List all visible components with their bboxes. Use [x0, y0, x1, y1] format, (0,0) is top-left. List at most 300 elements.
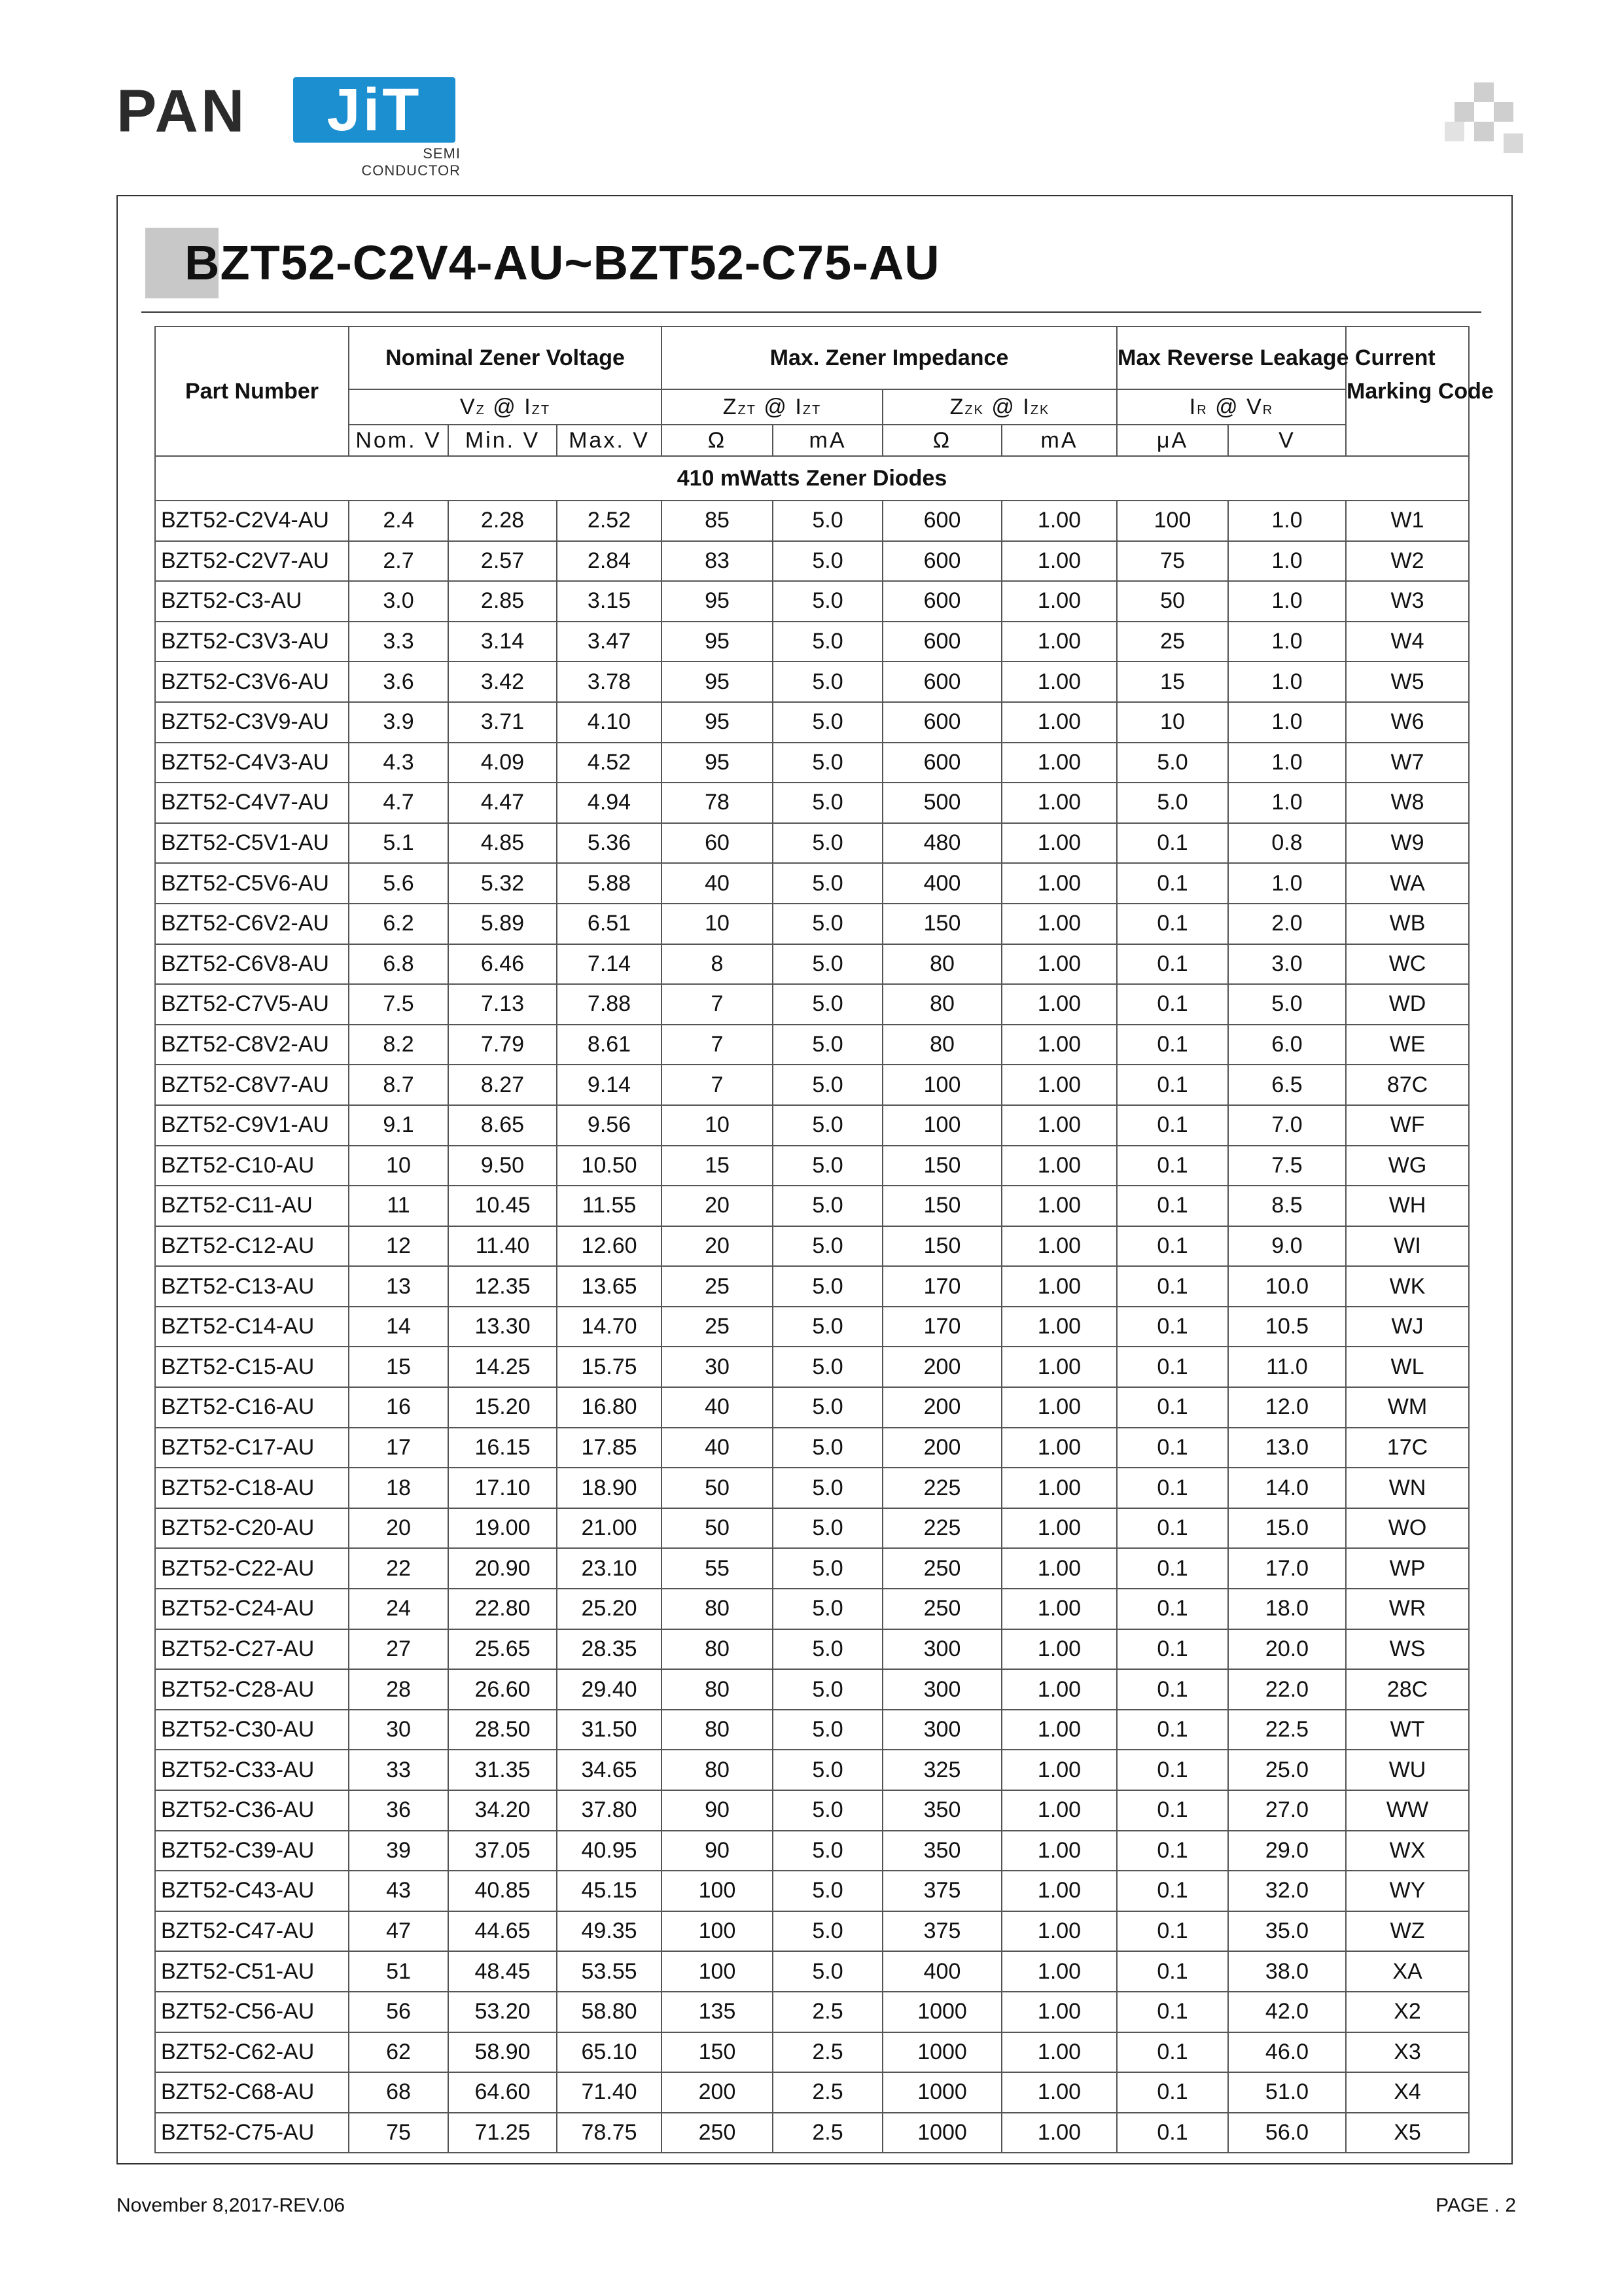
table-cell: 34.65 — [557, 1750, 661, 1790]
table-cell: 3.15 — [557, 581, 661, 622]
part-number-cell: BZT52-C30-AU — [155, 1710, 349, 1750]
table-row — [155, 1992, 1469, 2032]
table-cell: 5.0 — [773, 541, 883, 582]
table-cell: 0.1 — [1117, 1750, 1228, 1790]
table-row — [155, 581, 1469, 622]
table-cell: 200 — [883, 1347, 1002, 1387]
table-cell: 32.0 — [1228, 1871, 1346, 1911]
table-cell: 600 — [883, 622, 1002, 662]
table-cell: 8.7 — [349, 1065, 448, 1105]
table-cell: 0.1 — [1117, 1710, 1228, 1750]
table-cell: 3.3 — [349, 622, 448, 662]
table-cell: 1.0 — [1228, 581, 1346, 622]
table-cell: 1.00 — [1002, 2032, 1117, 2073]
table-cell: 5.0 — [773, 1266, 883, 1307]
table-cell: 7.0 — [1228, 1105, 1346, 1146]
table-row — [155, 1146, 1469, 1186]
part-number-cell: BZT52-C18-AU — [155, 1468, 349, 1508]
table-cell: 0.1 — [1117, 2113, 1228, 2153]
table-cell: 2.85 — [448, 581, 557, 622]
table-cell: 0.1 — [1117, 1831, 1228, 1871]
table-cell: 9.14 — [557, 1065, 661, 1105]
table-cell: 3.42 — [448, 662, 557, 702]
table-cell: 95 — [661, 662, 773, 702]
table-cell: 14.25 — [448, 1347, 557, 1387]
table-cell: 22.80 — [448, 1589, 557, 1629]
table-cell: 4.47 — [448, 783, 557, 823]
table-cell: 225 — [883, 1508, 1002, 1549]
table-cell: WU — [1346, 1750, 1469, 1790]
table-row — [155, 944, 1469, 985]
table-cell: 5.36 — [557, 823, 661, 864]
nominal-voltage-header: Nominal Zener Voltage — [349, 327, 661, 389]
table-row — [155, 1669, 1469, 1710]
table-cell: 40.85 — [448, 1871, 557, 1911]
table-cell: 250 — [883, 1589, 1002, 1629]
table-cell: WN — [1346, 1468, 1469, 1508]
table-cell: 95 — [661, 702, 773, 743]
table-row — [155, 863, 1469, 904]
table-cell: 300 — [883, 1629, 1002, 1670]
table-cell: 12.0 — [1228, 1387, 1346, 1428]
table-cell: 600 — [883, 702, 1002, 743]
unit-min-v: Min. V — [448, 425, 557, 456]
table-cell: 1.00 — [1002, 1105, 1117, 1146]
table-row — [155, 743, 1469, 783]
table-cell: 1.0 — [1228, 662, 1346, 702]
table-cell: 15.75 — [557, 1347, 661, 1387]
table-cell: 12.60 — [557, 1226, 661, 1267]
table-cell: 325 — [883, 1750, 1002, 1790]
table-cell: 600 — [883, 662, 1002, 702]
table-cell: 13 — [349, 1266, 448, 1307]
table-cell: 1.00 — [1002, 823, 1117, 864]
table-cell: 15.20 — [448, 1387, 557, 1428]
part-number-cell: BZT52-C3V9-AU — [155, 702, 349, 743]
table-cell: 150 — [883, 1146, 1002, 1186]
table-cell: 5.89 — [448, 904, 557, 944]
table-cell: 13.0 — [1228, 1428, 1346, 1468]
table-cell: 5.88 — [557, 863, 661, 904]
table-cell: 2.57 — [448, 541, 557, 582]
logo-pan-text: PAN — [116, 78, 247, 145]
table-cell: W3 — [1346, 581, 1469, 622]
table-cell: 5.0 — [773, 1951, 883, 1992]
table-cell: 5.0 — [773, 1428, 883, 1468]
table-cell: 44.65 — [448, 1911, 557, 1952]
table-cell: 4.85 — [448, 823, 557, 864]
table-cell: 5.32 — [448, 863, 557, 904]
table-cell: 5.0 — [773, 1387, 883, 1428]
table-cell: WE — [1346, 1025, 1469, 1065]
part-number-cell: BZT52-C36-AU — [155, 1790, 349, 1831]
logo-conductor: CONDUCTOR — [361, 162, 461, 179]
table-cell: 0.1 — [1117, 1508, 1228, 1549]
table-cell: 1.00 — [1002, 984, 1117, 1025]
table-cell: 2.52 — [557, 501, 661, 541]
table-cell: 90 — [661, 1831, 773, 1871]
table-cell: 37.80 — [557, 1790, 661, 1831]
table-cell: 15 — [661, 1146, 773, 1186]
table-cell: 15.0 — [1228, 1508, 1346, 1549]
table-cell: 7.14 — [557, 944, 661, 985]
table-cell: 5.0 — [773, 662, 883, 702]
table-cell: 1.00 — [1002, 541, 1117, 582]
table-cell: WZ — [1346, 1911, 1469, 1952]
table-cell: 0.1 — [1117, 2072, 1228, 2113]
table-cell: 14.0 — [1228, 1468, 1346, 1508]
table-cell: 1000 — [883, 2072, 1002, 2113]
table-cell: 0.1 — [1117, 1347, 1228, 1387]
table-cell: 19.00 — [448, 1508, 557, 1549]
table-cell: 16 — [349, 1387, 448, 1428]
table-row — [155, 622, 1469, 662]
part-number-cell: BZT52-C5V6-AU — [155, 863, 349, 904]
table-cell: 37.05 — [448, 1831, 557, 1871]
unit-nom-v: Nom. V — [349, 425, 448, 456]
table-cell: 1.00 — [1002, 1911, 1117, 1952]
table-cell: 1.00 — [1002, 1307, 1117, 1347]
table-cell: 250 — [661, 2113, 773, 2153]
part-number-cell: BZT52-C5V1-AU — [155, 823, 349, 864]
table-cell: W9 — [1346, 823, 1469, 864]
part-number-cell: BZT52-C6V2-AU — [155, 904, 349, 944]
table-cell: 17.10 — [448, 1468, 557, 1508]
table-cell: 0.1 — [1117, 1871, 1228, 1911]
table-cell: 5.0 — [773, 1629, 883, 1670]
table-cell: 10 — [1117, 702, 1228, 743]
table-row — [155, 1911, 1469, 1952]
table-cell: 85 — [661, 501, 773, 541]
part-number-cell: BZT52-C11-AU — [155, 1186, 349, 1226]
table-cell: 75 — [1117, 541, 1228, 582]
table-cell: WY — [1346, 1871, 1469, 1911]
table-cell: 1.00 — [1002, 1951, 1117, 1992]
table-cell: 28C — [1346, 1669, 1469, 1710]
table-cell: 95 — [661, 622, 773, 662]
table-cell: 15 — [1117, 662, 1228, 702]
table-cell: 0.1 — [1117, 1307, 1228, 1347]
table-cell: 375 — [883, 1911, 1002, 1952]
table-cell: 7 — [661, 1065, 773, 1105]
table-cell: 5.0 — [773, 1226, 883, 1267]
table-cell: 0.1 — [1117, 1105, 1228, 1146]
part-number-cell: BZT52-C68-AU — [155, 2072, 349, 2113]
table-cell: 87C — [1346, 1065, 1469, 1105]
table-cell: 2.84 — [557, 541, 661, 582]
part-number-cell: BZT52-C8V7-AU — [155, 1065, 349, 1105]
table-cell: 2.4 — [349, 501, 448, 541]
table-cell: 100 — [883, 1105, 1002, 1146]
table-cell: 5.0 — [773, 501, 883, 541]
table-cell: 83 — [661, 541, 773, 582]
table-cell: 6.51 — [557, 904, 661, 944]
table-cell: 3.78 — [557, 662, 661, 702]
logo-jit-box — [293, 77, 455, 143]
table-cell: 8.27 — [448, 1065, 557, 1105]
table-row — [155, 1186, 1469, 1226]
table-cell: 0.1 — [1117, 1025, 1228, 1065]
unit-izt-ma: mA — [773, 425, 883, 456]
symbol-zzk-izk: ZZK @ IZK — [883, 389, 1117, 425]
footer-date-revision: November 8,2017-REV.06 — [116, 2195, 345, 2216]
table-row — [155, 1428, 1469, 1468]
table-cell: 8.2 — [349, 1025, 448, 1065]
table-cell: 25 — [661, 1266, 773, 1307]
table-cell: 7.5 — [1228, 1146, 1346, 1186]
part-number-cell: BZT52-C15-AU — [155, 1347, 349, 1387]
table-cell: 0.1 — [1117, 1266, 1228, 1307]
table-row — [155, 1508, 1469, 1549]
table-cell: 150 — [883, 1226, 1002, 1267]
table-cell: WL — [1346, 1347, 1469, 1387]
part-number-cell: BZT52-C8V2-AU — [155, 1025, 349, 1065]
table-cell: 1.0 — [1228, 863, 1346, 904]
table-cell: 4.94 — [557, 783, 661, 823]
table-row — [155, 904, 1469, 944]
table-cell: 5.0 — [773, 1710, 883, 1750]
table-row — [155, 1790, 1469, 1831]
table-row — [155, 1468, 1469, 1508]
part-number-cell: BZT52-C9V1-AU — [155, 1105, 349, 1146]
part-number-cell: BZT52-C13-AU — [155, 1266, 349, 1307]
table-cell: 21.00 — [557, 1508, 661, 1549]
table-cell: 5.0 — [1117, 783, 1228, 823]
table-cell: 13.65 — [557, 1266, 661, 1307]
table-cell: 5.0 — [773, 1669, 883, 1710]
table-row — [155, 1105, 1469, 1146]
part-number-cell: BZT52-C3V3-AU — [155, 622, 349, 662]
table-cell: WC — [1346, 944, 1469, 985]
table-cell: 13.30 — [448, 1307, 557, 1347]
table-cell: 5.1 — [349, 823, 448, 864]
table-row — [155, 783, 1469, 823]
table-cell: 1.00 — [1002, 1065, 1117, 1105]
table-cell: 78 — [661, 783, 773, 823]
table-cell: 25.20 — [557, 1589, 661, 1629]
table-cell: 2.5 — [773, 2113, 883, 2153]
table-cell: WW — [1346, 1790, 1469, 1831]
part-number-cell: BZT52-C33-AU — [155, 1750, 349, 1790]
table-row — [155, 1871, 1469, 1911]
table-cell: 6.5 — [1228, 1065, 1346, 1105]
table-cell: 1.00 — [1002, 1146, 1117, 1186]
table-cell: 1.00 — [1002, 1589, 1117, 1629]
part-number-cell: BZT52-C47-AU — [155, 1911, 349, 1952]
table-cell: 1.0 — [1228, 622, 1346, 662]
table-cell: 100 — [661, 1911, 773, 1952]
table-cell: 0.1 — [1117, 1468, 1228, 1508]
table-row — [155, 1226, 1469, 1267]
footer-page-number: PAGE . 2 — [1436, 2195, 1516, 2216]
table-cell: 1.00 — [1002, 1428, 1117, 1468]
table-cell: 0.1 — [1117, 1226, 1228, 1267]
table-cell: 5.0 — [773, 944, 883, 985]
table-cell: 50 — [661, 1508, 773, 1549]
table-cell: 1.00 — [1002, 581, 1117, 622]
table-cell: WK — [1346, 1266, 1469, 1307]
table-cell: 1000 — [883, 2113, 1002, 2153]
leakage-header: Max Reverse Leakage Current — [1117, 327, 1346, 389]
table-cell: 5.0 — [773, 1307, 883, 1347]
unit-zzt-ohm: Ω — [661, 425, 773, 456]
table-cell: 50 — [1117, 581, 1228, 622]
part-number-cell: BZT52-C24-AU — [155, 1589, 349, 1629]
table-cell: 2.28 — [448, 501, 557, 541]
table-cell: 1.00 — [1002, 1871, 1117, 1911]
part-number-cell: BZT52-C2V7-AU — [155, 541, 349, 582]
table-cell: 10 — [661, 904, 773, 944]
table-cell: 2.0 — [1228, 904, 1346, 944]
table-cell: 25 — [1117, 622, 1228, 662]
table-cell: 65.10 — [557, 2032, 661, 2073]
table-cell: 100 — [883, 1065, 1002, 1105]
table-cell: W2 — [1346, 541, 1469, 582]
table-row — [155, 662, 1469, 702]
table-cell: 600 — [883, 743, 1002, 783]
table-cell: 14.70 — [557, 1307, 661, 1347]
table-cell: 31.35 — [448, 1750, 557, 1790]
table-cell: WS — [1346, 1629, 1469, 1670]
table-cell: 0.1 — [1117, 1790, 1228, 1831]
table-cell: 400 — [883, 1951, 1002, 1992]
table-cell: W8 — [1346, 783, 1469, 823]
symbol-vz-izt: VZ @ IZT — [349, 389, 661, 425]
logo-jit-text: JiT — [326, 77, 422, 143]
table-cell: 5.0 — [773, 1871, 883, 1911]
table-cell: 38.0 — [1228, 1951, 1346, 1992]
table-cell: WP — [1346, 1548, 1469, 1589]
table-cell: WX — [1346, 1831, 1469, 1871]
table-cell: 9.50 — [448, 1146, 557, 1186]
table-cell: 1000 — [883, 2032, 1002, 2073]
table-cell: 5.0 — [773, 1146, 883, 1186]
table-cell: 1.00 — [1002, 1992, 1117, 2032]
table-row — [155, 2113, 1469, 2153]
table-cell: 400 — [883, 863, 1002, 904]
table-cell: WF — [1346, 1105, 1469, 1146]
table-cell: 5.0 — [773, 1548, 883, 1589]
part-number-cell: BZT52-C10-AU — [155, 1146, 349, 1186]
table-cell: 5.0 — [773, 1347, 883, 1387]
table-cell: 5.0 — [773, 1750, 883, 1790]
table-cell: 3.14 — [448, 622, 557, 662]
table-cell: 20.90 — [448, 1548, 557, 1589]
table-cell: 10 — [349, 1146, 448, 1186]
table-cell: 0.1 — [1117, 1186, 1228, 1226]
table-cell: 3.6 — [349, 662, 448, 702]
table-cell: WR — [1346, 1589, 1469, 1629]
table-cell: 3.9 — [349, 702, 448, 743]
table-cell: 0.1 — [1117, 944, 1228, 985]
table-cell: 17 — [349, 1428, 448, 1468]
table-cell: 1.00 — [1002, 1750, 1117, 1790]
table-cell: 34.20 — [448, 1790, 557, 1831]
table-cell: W6 — [1346, 702, 1469, 743]
title-divider — [141, 311, 1481, 313]
table-cell: 80 — [883, 1025, 1002, 1065]
table-cell: 68 — [349, 2072, 448, 2113]
table-cell: 1.00 — [1002, 662, 1117, 702]
table-row — [155, 1347, 1469, 1387]
part-number-cell: BZT52-C51-AU — [155, 1951, 349, 1992]
table-cell: 80 — [661, 1629, 773, 1670]
table-cell: 25 — [661, 1307, 773, 1347]
table-cell: 56 — [349, 1992, 448, 2032]
table-cell: 1.00 — [1002, 1629, 1117, 1670]
table-cell: WH — [1346, 1186, 1469, 1226]
part-number-cell: BZT52-C20-AU — [155, 1508, 349, 1549]
unit-vr-v: V — [1228, 425, 1346, 456]
table-cell: 0.1 — [1117, 1951, 1228, 1992]
table-row — [155, 501, 1469, 541]
part-number-cell: BZT52-C16-AU — [155, 1387, 349, 1428]
table-cell: 170 — [883, 1307, 1002, 1347]
table-cell: 5.0 — [773, 1468, 883, 1508]
table-row — [155, 1025, 1469, 1065]
table-cell: 3.47 — [557, 622, 661, 662]
part-number-cell: BZT52-C6V8-AU — [155, 944, 349, 985]
table-cell: 58.80 — [557, 1992, 661, 2032]
table-cell: 150 — [661, 2032, 773, 2073]
table-cell: 1.00 — [1002, 1548, 1117, 1589]
table-cell: 29.0 — [1228, 1831, 1346, 1871]
table-cell: 80 — [661, 1669, 773, 1710]
table-cell: 51 — [349, 1951, 448, 1992]
part-number-cell: BZT52-C3-AU — [155, 581, 349, 622]
table-cell: 45.15 — [557, 1871, 661, 1911]
table-cell: 0.1 — [1117, 1146, 1228, 1186]
table-cell: 1.00 — [1002, 863, 1117, 904]
table-cell: 7 — [661, 984, 773, 1025]
table-cell: 25.65 — [448, 1629, 557, 1670]
table-cell: 18.90 — [557, 1468, 661, 1508]
table-cell: 0.1 — [1117, 984, 1228, 1025]
table-row — [155, 1065, 1469, 1105]
table-cell: 100 — [661, 1871, 773, 1911]
part-number-cell: BZT52-C39-AU — [155, 1831, 349, 1871]
table-row — [155, 1307, 1469, 1347]
table-cell: WA — [1346, 863, 1469, 904]
table-cell: 5.0 — [773, 743, 883, 783]
table-cell: 28 — [349, 1669, 448, 1710]
table-cell: 64.60 — [448, 2072, 557, 2113]
part-number-cell: BZT52-C22-AU — [155, 1548, 349, 1589]
table-cell: 55 — [661, 1548, 773, 1589]
table-cell: 60 — [661, 823, 773, 864]
table-cell: 8.61 — [557, 1025, 661, 1065]
table-cell: 31.50 — [557, 1710, 661, 1750]
table-cell: 600 — [883, 541, 1002, 582]
table-cell: 7 — [661, 1025, 773, 1065]
table-cell: 8 — [661, 944, 773, 985]
table-cell: WD — [1346, 984, 1469, 1025]
table-cell: 18.0 — [1228, 1589, 1346, 1629]
table-cell: 1.00 — [1002, 1508, 1117, 1549]
table-cell: 1.00 — [1002, 1226, 1117, 1267]
table-row — [155, 2072, 1469, 2113]
table-cell: 5.0 — [1117, 743, 1228, 783]
table-cell: 135 — [661, 1992, 773, 2032]
table-cell: 8.65 — [448, 1105, 557, 1146]
table-cell: X3 — [1346, 2032, 1469, 2073]
table-body — [155, 501, 1469, 2153]
table-cell: 1.00 — [1002, 1669, 1117, 1710]
table-cell: 53.20 — [448, 1992, 557, 2032]
table-cell: 1.00 — [1002, 2113, 1117, 2153]
table-cell: 71.40 — [557, 2072, 661, 2113]
table-cell: 0.8 — [1228, 823, 1346, 864]
